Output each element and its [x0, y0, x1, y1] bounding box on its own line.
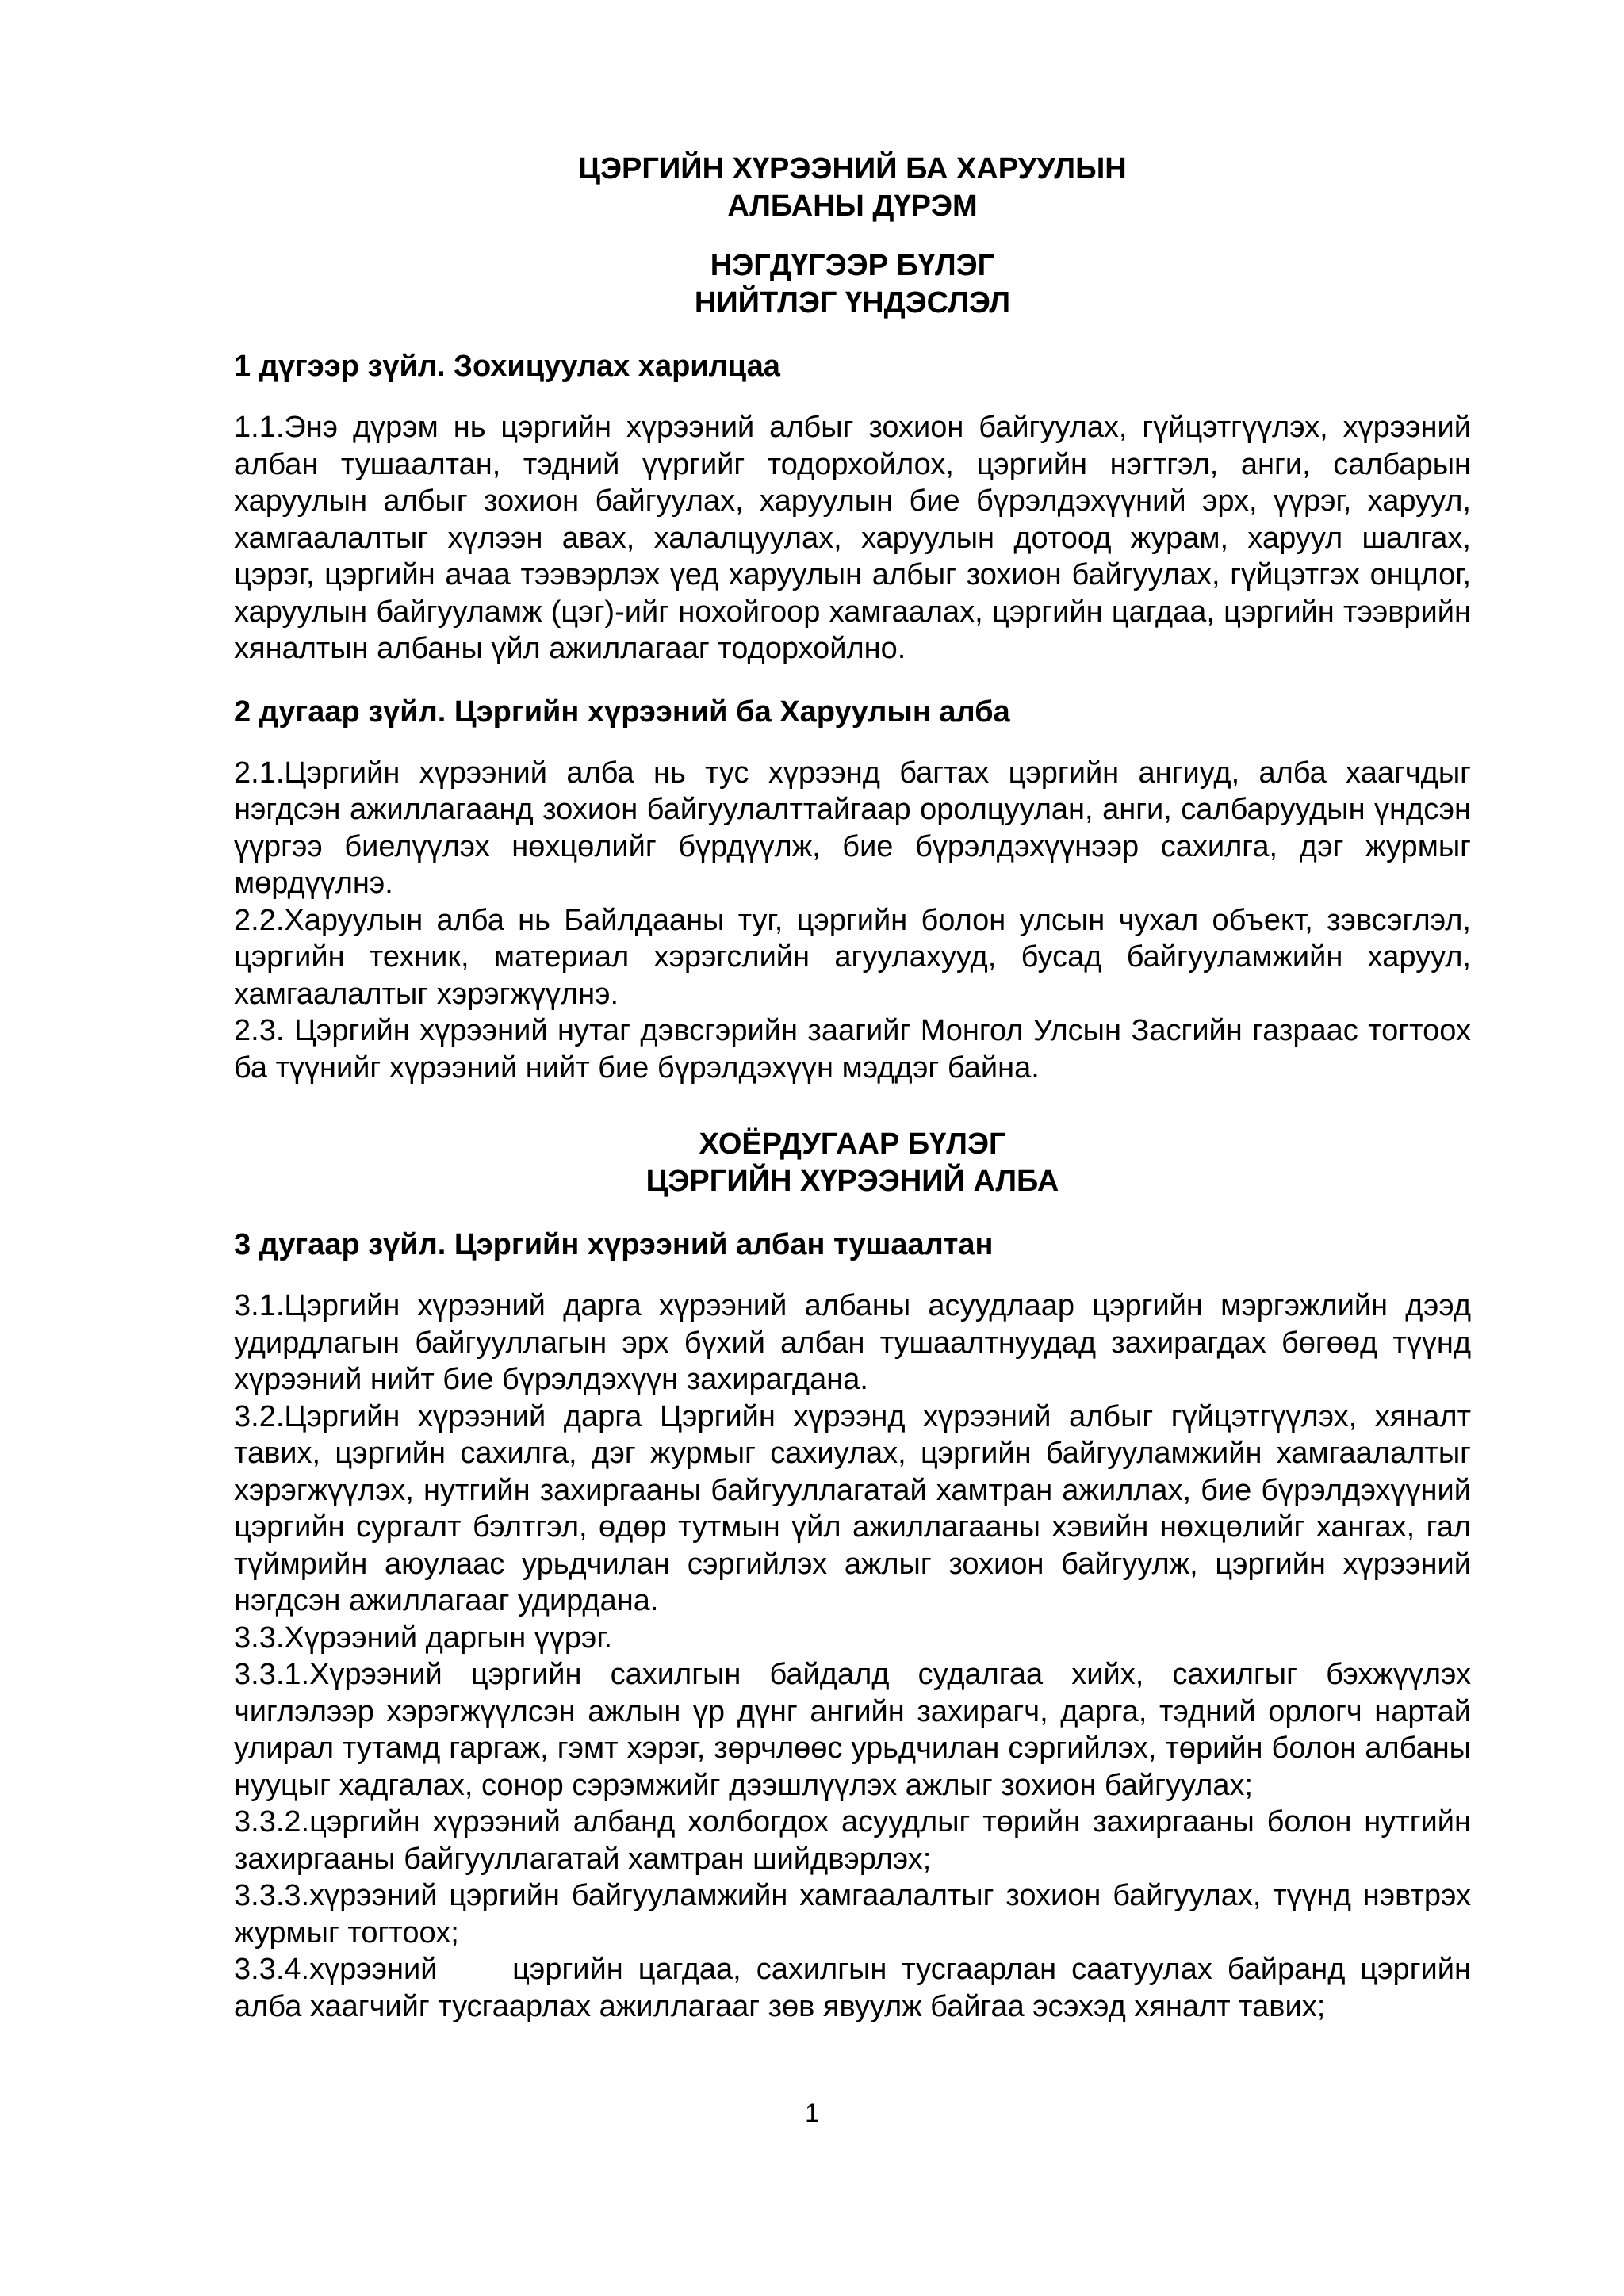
- chapter-2-title: [234, 1126, 1471, 1200]
- article-1-body: [234, 409, 1471, 668]
- article-1-heading: 1 дүгээр зүйл. Зохицуулах харилцаа: [234, 350, 780, 383]
- paragraph-2-3: 2.3. Цэргийн хүрээний нутаг дэвсгэрийн заагийг Монгол Улсын Засгийн газраас тогтоох ба түүнийг хүрээний нийт бие бүрэлдэхүүн мэддэг байна.: [234, 1014, 1471, 1085]
- paragraph-2-2: 2.2.Харуулын алба нь Байлдааны туг, цэргийн болон улсын чухал объект, зэвсэглэл, цэргийн техник, материал хэрэгслийн агуулахууд, бусад байгууламжийн харуул, хамгаалалтыг хэрэгжүүлнэ.: [234, 903, 1471, 1011]
- paragraph-1-1: 1.1.Энэ дүрэм нь цэргийн хүрээний албыг зохион байгуулах, гүйцэтгүүлэх, хүрээний албан тушаалтан, тэдний үүргийг тодорхойлох, цэргийн нэгтгэл, анги, салбарын харуулын албыг зохион байгуулах, харуулын бие бүрэлдэхүүний эрх, үүрэг, харуул, хамгаалалтыг хүлээн авах, халалцуулах, харуулын дотоод журам, харуул шалгах, цэрэг, цэргийн ачаа тээвэрлэх үед харуулын албыг зохион байгуулах, гүйцэтгэх онцлог, харуулын байгууламж (цэг)-ийг нохойгоор хамгаалах, цэргийн цагдаа, цэргийн тээврийн хяналтын албаны үйл ажиллагааг тодорхойлно.: [234, 411, 1471, 665]
- chapter-2-number: ХОЁРДУГААР БҮЛЭГ: [699, 1127, 1006, 1161]
- document-title-line-2: АЛБАНЫ ДҮРЭМ: [727, 189, 978, 223]
- document-title-line-1: ЦЭРГИЙН ХҮРЭЭНИЙ БА ХАРУУЛЫН: [578, 152, 1127, 186]
- paragraph-3-3-3: 3.3.3.хүрээний цэргийн байгууламжийн хамгаалалтыг зохион байгуулах, түүнд нэвтрэх журмыг тогтоох;: [234, 1879, 1471, 1950]
- paragraph-3-3-1: 3.3.1.Хүрээний цэргийн сахилгын байдалд судалгаа хийх, сахилгыг бэхжүүлэх чиглэлээр хэрэгжүүлсэн ажлын үр дүнг ангийн захирагч, дарга, тэдний орлогч нартай улирал тутамд гаргаж, гэмт хэрэг, зөрчлөөс урьдчилан сэргийлэх, төрийн болон албаны нууцыг хадгалах, сонор сэрэмжийг дээшлүүлэх ажлыг зохион байгуулах;: [234, 1658, 1471, 1802]
- article-2-body: [234, 755, 1471, 1087]
- paragraph-3-3-4: 3.3.4.хүрээний цэргийн цагдаа, сахилгын тусгаарлан саатуулах байранд цэргийн алба хаагчийг тусгаарлах ажиллагааг зөв явуулж байгаа эсэхэд хяналт тавих;: [234, 1953, 1480, 2023]
- article-2-heading: 2 дугаар зүйл. Цэргийн хүрээний ба Харуулын алба: [234, 695, 1010, 729]
- document-page: [234, 151, 1480, 2025]
- paragraph-2-1: 2.1.Цэргийн хүрээний алба нь тус хүрээнд багтах цэргийн ангиуд, алба хаагчдыг нэгдсэн ажиллагаанд зохион байгуулалттайгаар оролцуулан, анги, салбаруудын үндсэн үүргээ биелүүлэх нөхцөлийг бүрдүүлж, бие бүрэлдэхүүнээр сахилга, дэг журмыг мөрдүүлнэ.: [234, 756, 1471, 900]
- paragraph-3-3-2: 3.3.2.цэргийн хүрээний албанд холбогдох асуудлыг төрийн захиргааны болон нутгийн захиргааны байгууллагатай хамтран шийдвэрлэх;: [234, 1805, 1471, 1876]
- paragraph-3-3: 3.3.Хүрээний даргын үүрэг.: [234, 1621, 613, 1655]
- chapter-2-name: ЦЭРГИЙН ХҮРЭЭНИЙ АЛБА: [645, 1165, 1059, 1198]
- paragraph-3-1: 3.1.Цэргийн хүрээний дарга хүрээний албаны асуудлаар цэргийн мэргэжлийн дээд удирдлагын байгууллагын эрх бүхий албан тушаалтнуудад захирагдах бөгөөд түүнд хүрээний нийт бие бүрэлдэхүүн захирагдана.: [234, 1289, 1471, 1396]
- chapter-1-title: [234, 247, 1471, 322]
- page-number: 1: [805, 2099, 819, 2127]
- document-title: [234, 151, 1471, 225]
- chapter-1-name: НИЙТЛЭГ ҮНДЭСЛЭЛ: [694, 286, 1011, 320]
- article-3-heading: 3 дугаар зүйл. Цэргийн хүрээний албан тушаалтан: [234, 1228, 994, 1261]
- article-3-body: [234, 1288, 1480, 2025]
- paragraph-3-2: 3.2.Цэргийн хүрээний дарга Цэргийн хүрээнд хүрээний албыг гүйцэтгүүлэх, хяналт тавих, цэргийн сахилга, дэг журмыг сахиулах, цэргийн байгууламжийн хамгаалалтыг хэрэгжүүлэх, нутгийн захиргааны байгууллагатай хамтран ажиллах, бие бүрэлдэхүүний цэргийн сургалт бэлтгэл, өдөр тутмын үйл ажиллагааны хэвийн нөхцөлийг хангах, гал түймрийн аюулаас урьдчилан сэргийлэх ажлыг зохион байгуулж, цэргийн хүрээний нэгдсэн ажиллагааг удирдана.: [234, 1399, 1471, 1617]
- chapter-1-number: НЭГДҮГЭЭР БҮЛЭГ: [710, 249, 995, 282]
